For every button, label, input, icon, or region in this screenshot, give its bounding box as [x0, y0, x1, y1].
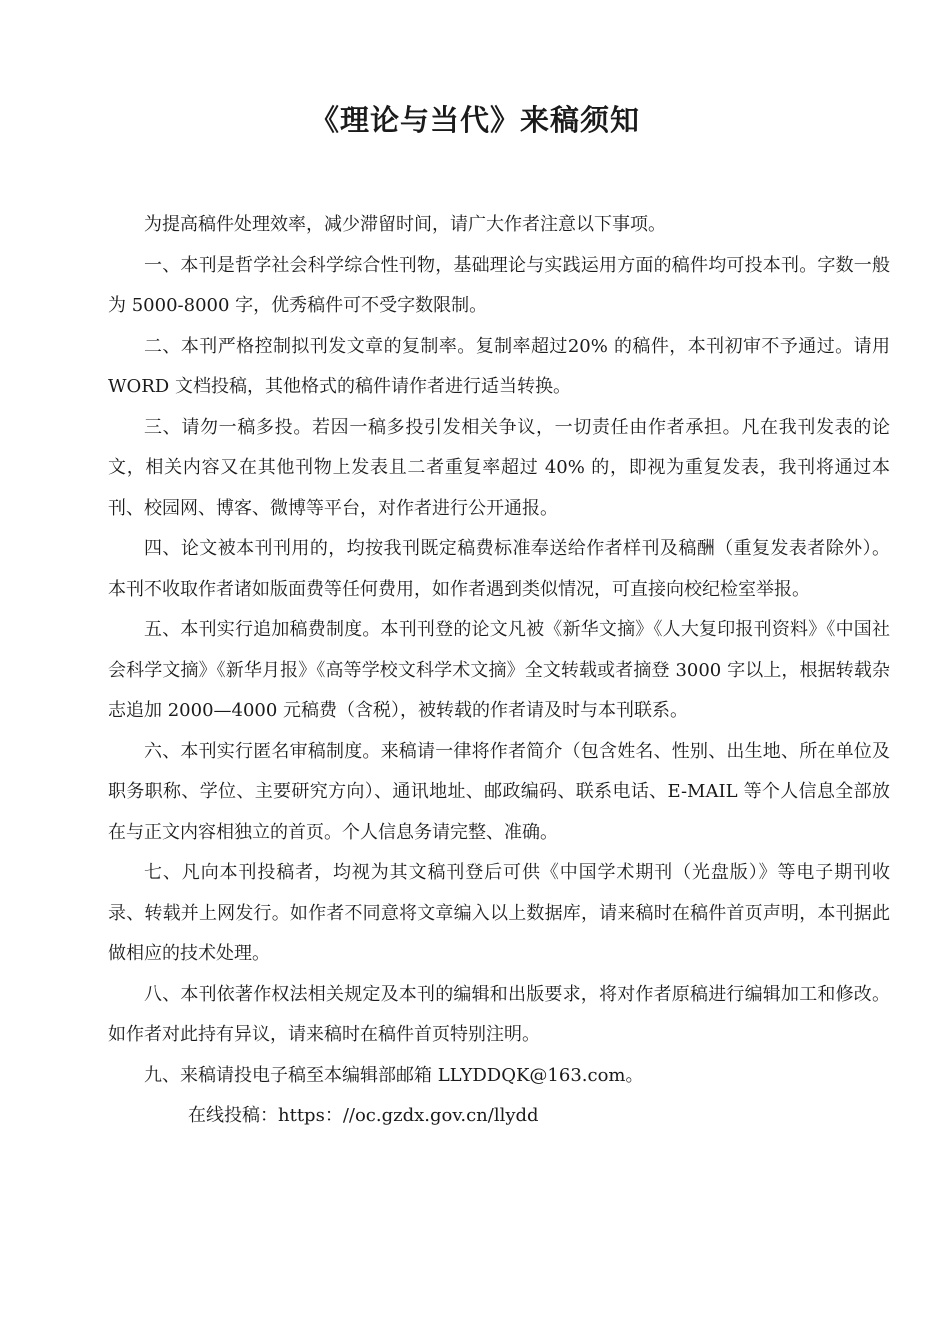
item-5-paragraph: 五、本刊实行追加稿费制度。本刊刊登的论文凡被《新华文摘》《人大复印报刊资料》《中国社会科学文摘》《新华月报》《高等学校文科学术文摘》全文转载或者摘登 3000 字以上，根据转载杂志追加 2000—4000 元稿费（含税），被转载的作者请及时与本刊联系。 [108, 619, 890, 721]
notice-body [108, 205, 890, 1137]
page-title: 《理论与当代》来稿须知 [309, 103, 640, 137]
online-submission-link[interactable]: 在线投稿：https：//oc.gzdx.gov.cn/llydd [188, 1105, 539, 1126]
item-8-paragraph: 八、本刊依著作权法相关规定及本刊的编辑和出版要求，将对作者原稿进行编辑加工和修改。如作者对此持有异议，请来稿时在稿件首页特别注明。 [108, 983, 890, 1045]
item-2-paragraph: 二、本刊严格控制拟刊发文章的复制率。复制率超过20% 的稿件，本刊初审不予通过。请用 WORD 文档投稿，其他格式的稿件请作者进行适当转换。 [108, 335, 890, 397]
item-9-paragraph: 九、来稿请投电子稿至本编辑部邮箱 LLYDDQK@163.com。 [144, 1064, 644, 1086]
item-1-paragraph: 一、本刊是哲学社会科学综合性刊物，基础理论与实践运用方面的稿件均可投本刊。字数一般为 5000-8000 字，优秀稿件可不受字数限制。 [108, 254, 890, 316]
item-4-paragraph: 四、论文被本刊刊用的，均按我刊既定稿费标准奉送给作者样刊及稿酬（重复发表者除外）。本刊不收取作者诸如版面费等任何费用，如作者遇到类似情况，可直接向校纪检室举报。 [108, 538, 890, 600]
intro-paragraph: 为提高稿件处理效率，减少滞留时间，请广大作者注意以下事项。 [144, 214, 666, 235]
item-7-paragraph: 七、凡向本刊投稿者，均视为其文稿刊登后可供《中国学术期刊（光盘版）》等电子期刊收录、转载并上网发行。如作者不同意将文章编入以上数据库，请来稿时在稿件首页声明，本刊据此做相应的技术处理。 [108, 862, 890, 964]
item-3-paragraph: 三、请勿一稿多投。若因一稿多投引发相关争议，一切责任由作者承担。凡在我刊发表的论文，相关内容又在其他刊物上发表且二者重复率超过 40% 的，即视为重复发表，我刊将通过本刊、校园网、博客、微博等平台，对作者进行公开通报。 [108, 416, 890, 519]
item-6-paragraph: 六、本刊实行匿名审稿制度。来稿请一律将作者简介（包含姓名、性别、出生地、所在单位及职务职称、学位、主要研究方向）、通讯地址、邮政编码、联系电话、E-MAIL 等个人信息全部放在与正文内容相独立的首页。个人信息务请完整、准确。 [108, 740, 890, 843]
